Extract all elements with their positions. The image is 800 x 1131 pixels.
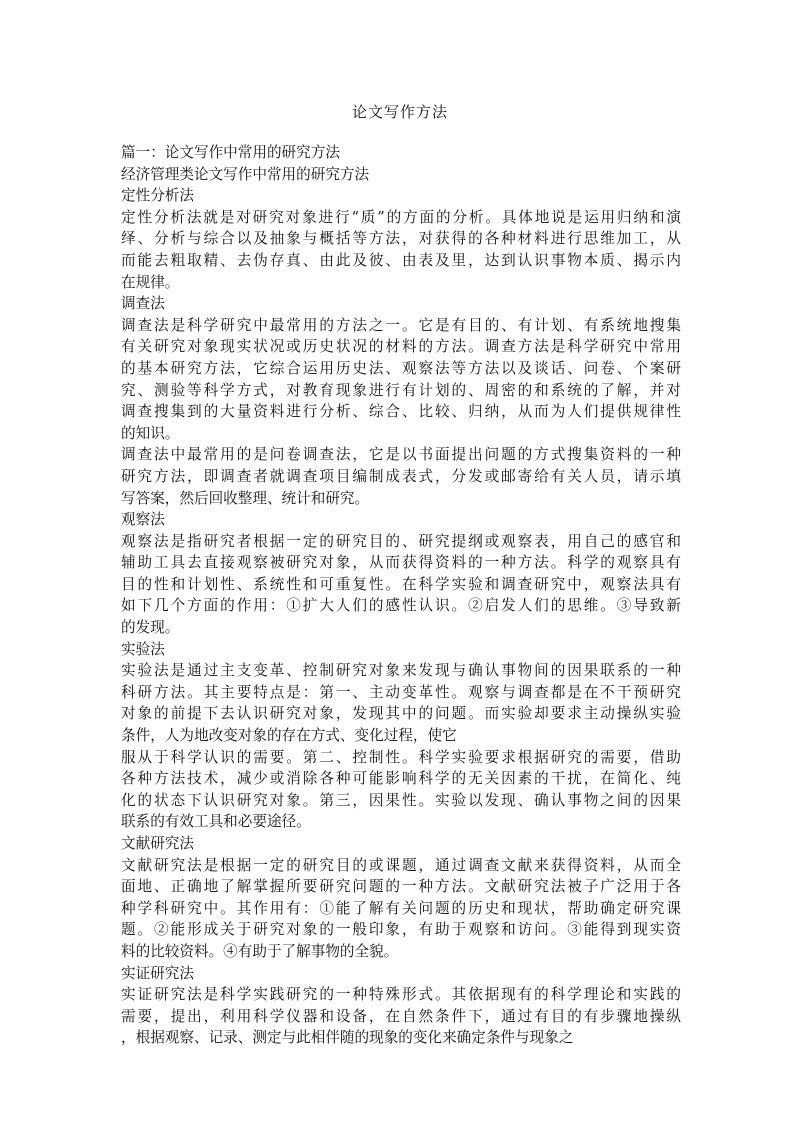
text-line: 调查法是科学研究中最常用的方法之一。它是有目的、有计划、有系统地搜集 bbox=[121, 316, 681, 334]
text-line: 调查法中最常用的是问卷调查法，它是以书面提出问题的方式搜集资料的一种 bbox=[121, 446, 681, 464]
text-line: 题。②能形成关于研究对象的一般印象，有助于观察和访问。③能得到现实资 bbox=[121, 921, 681, 939]
text-line: 的基本研究方法，它综合运用历史法、观察法等方法以及谈话、问卷、个案研 bbox=[121, 359, 681, 377]
text-line: 篇一：论文写作中常用的研究方法 bbox=[121, 144, 340, 161]
text-line: 目的性和计划性、系统性和可重复性。在科学实验和调查研究中，观察法具有 bbox=[121, 575, 681, 593]
text-line: 联系的有效工具和必要途径。 bbox=[121, 813, 311, 831]
text-line: 的发现。 bbox=[121, 619, 180, 637]
text-line: 绎、分析与综合以及抽象与概括等方法，对获得的各种材料进行思维加工，从 bbox=[121, 230, 681, 248]
text-line: ，根据观察、记录、测定与此相伴随的现象的变化来确定条件与现象之 bbox=[121, 1029, 574, 1047]
text-line: 需要，提出，利用科学仪器和设备，在自然条件下，通过有目的有步骤地操纵 bbox=[121, 1007, 681, 1025]
text-line: 各种方法技术，减少或消除各种可能影响科学的无关因素的干扰，在简化、纯 bbox=[121, 770, 681, 788]
text-line: 条件，人为地改变对象的存在方式、变化过程，使它 bbox=[121, 727, 457, 745]
text-line: 经济管理类论文写作中常用的研究方法 bbox=[121, 165, 370, 183]
text-line: 观察法是指研究者根据一定的研究目的、研究提纲或观察表，用自己的感官和 bbox=[121, 532, 681, 550]
text-line: 定性分析法 bbox=[121, 187, 194, 205]
text-line: 实证研究法是科学实践研究的一种特殊形式。其依据现有的科学理论和实践的 bbox=[121, 986, 681, 1004]
document-title: 论文写作方法 bbox=[351, 103, 448, 121]
text-line: 的知识。 bbox=[121, 424, 180, 442]
text-line: 研究方法，即调查者就调查项目编制成表式，分发或邮寄给有关人员，请示填 bbox=[121, 467, 681, 485]
text-line: 文献研究法 bbox=[121, 835, 194, 852]
text-line: 实证研究法 bbox=[121, 964, 194, 982]
text-line: 如下几个方面的作用：①扩大人们的感性认识。②启发人们的思维。③导致新 bbox=[121, 597, 681, 615]
text-line: 服从于科学认识的需要。第二、控制性。科学实验要求根据研究的需要，借助 bbox=[121, 748, 681, 766]
text-line: 种学科研究中。其作用有：①能了解有关问题的历史和现状，帮助确定研究课 bbox=[121, 899, 681, 917]
text-line: 究、测验等科学方式，对教育现象进行有计划的、周密的和系统的了解，并对 bbox=[121, 381, 681, 399]
text-line: 实验法 bbox=[121, 640, 165, 658]
document-body bbox=[121, 142, 681, 1049]
text-line: 实验法是通过主支变革、控制研究对象来发现与确认事物间的因果联系的一种 bbox=[121, 662, 681, 680]
text-line: 辅助工具去直接观察被研究对象，从而获得资料的一种方法。科学的观察具有 bbox=[121, 554, 681, 572]
text-line: 文献研究法是根据一定的研究目的或课题，通过调查文献来获得资料，从而全 bbox=[121, 856, 681, 874]
text-line: 对象的前提下去认识研究对象，发现其中的问题。而实验却要求主动操纵实验 bbox=[121, 705, 681, 723]
text-line: 面地、正确地了解掌握所要研究问题的一种方法。文献研究法被子广泛用于各 bbox=[121, 878, 681, 896]
text-line: 而能去粗取精、去伪存真、由此及彼、由表及里，达到认识事物本质、揭示内 bbox=[121, 251, 681, 269]
text-line: 观察法 bbox=[121, 511, 165, 529]
text-line: 定性分析法就是对研究对象进行“质”的方面的分析。具体地说是运用归纳和演 bbox=[121, 208, 681, 226]
text-line: 调查搜集到的大量资料进行分析、综合、比较、归纳，从而为人们提供规律性 bbox=[121, 403, 681, 421]
text-line: 写答案，然后回收整理、统计和研究。 bbox=[121, 489, 370, 507]
text-line: 料的比较资料。④有助于了解事物的全貌。 bbox=[121, 942, 399, 960]
text-line: 化的状态下认识研究对象。第三，因果性。实验以发现、确认事物之间的因果 bbox=[121, 791, 681, 809]
text-line: 在规律。 bbox=[121, 273, 180, 291]
text-line: 科研方法。其主要特点是：第一、主动变革性。观察与调查都是在不干预研究 bbox=[121, 683, 681, 701]
text-line: 有关研究对象现实状况或历史状况的材料的方法。调查方法是科学研究中常用 bbox=[121, 338, 681, 356]
text-line: 调查法 bbox=[121, 295, 165, 313]
